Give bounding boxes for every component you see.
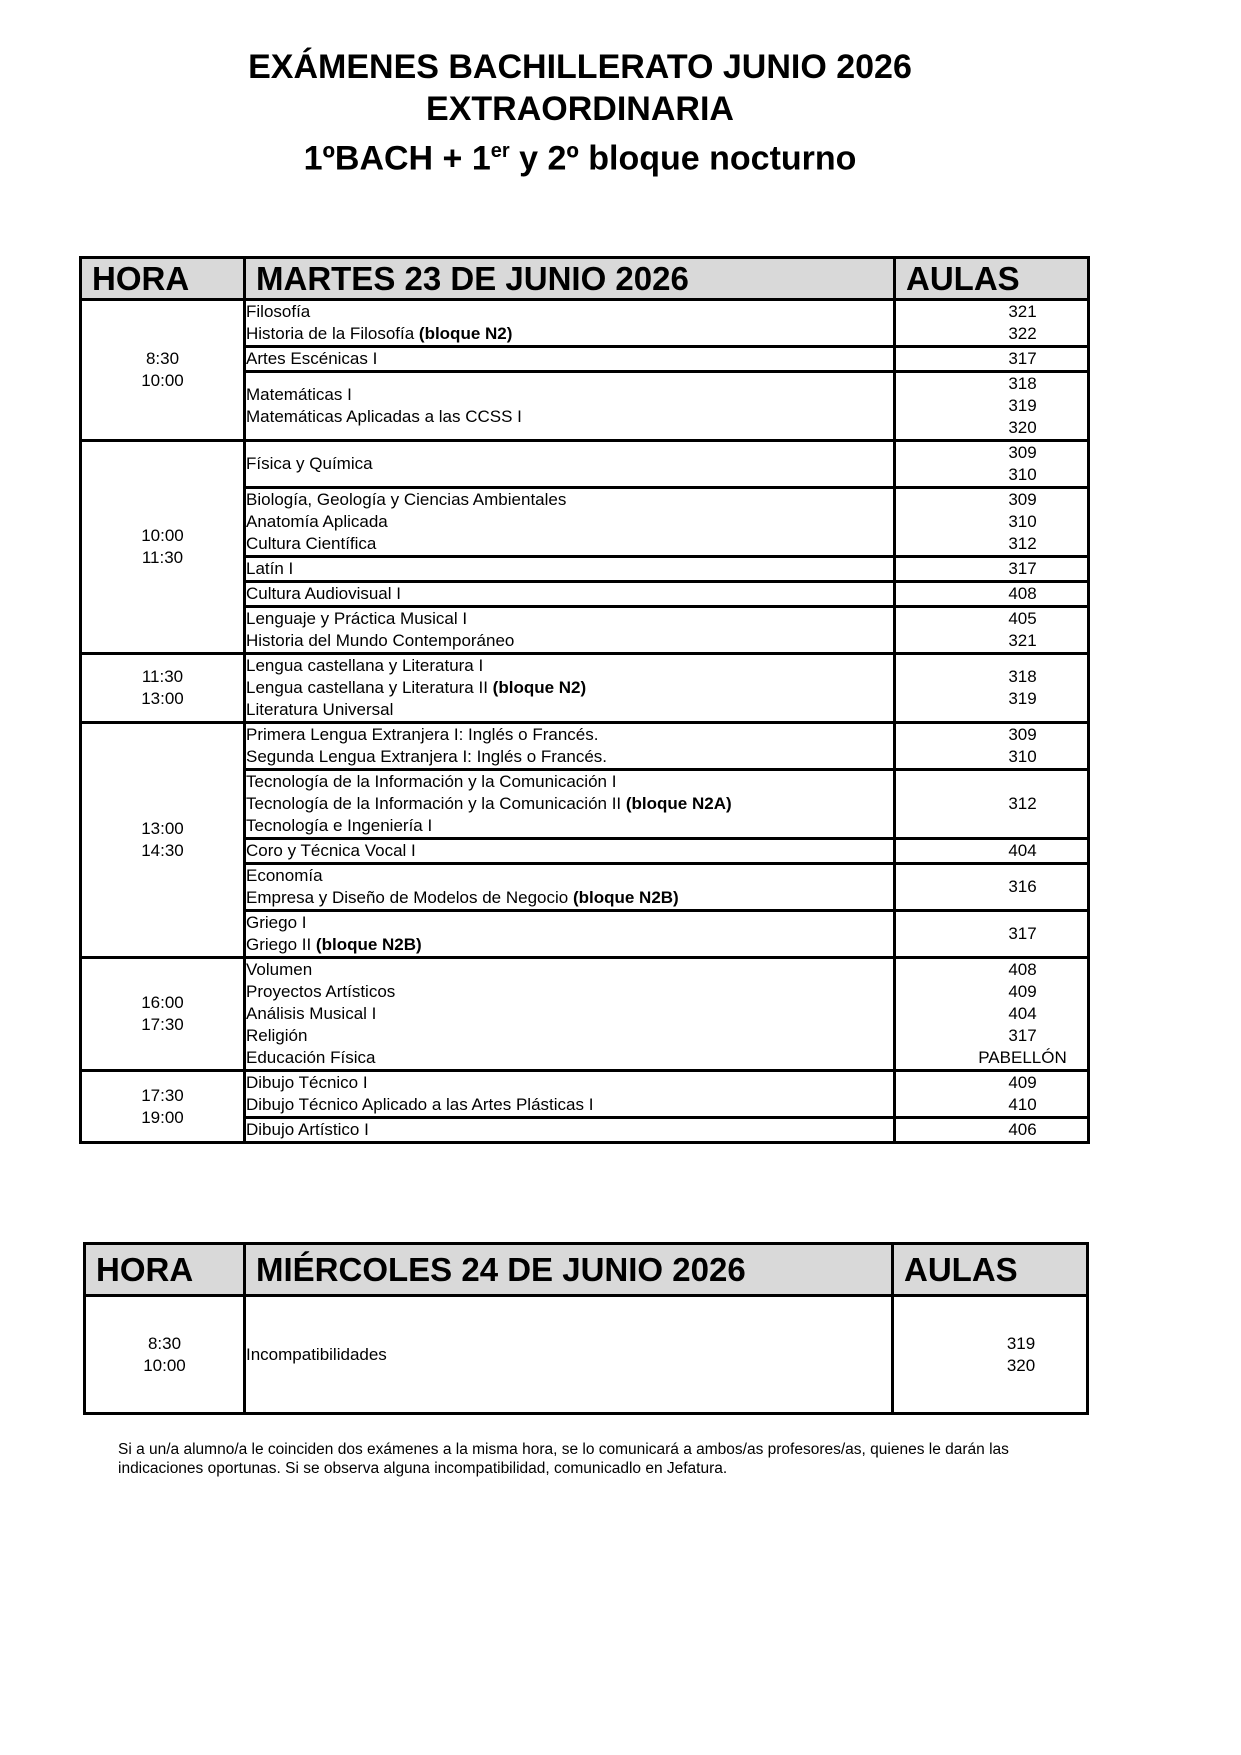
subject-line	[246, 1047, 893, 1069]
table-row	[81, 654, 1089, 723]
aula-number: 310	[1008, 512, 1037, 531]
title-line-3-start: 1ºBACH + 1	[303, 139, 491, 178]
bloque-note: (bloque N2B)	[315, 935, 422, 954]
document-title	[0, 46, 1160, 179]
title-line-2: EXTRAORDINARIA	[426, 90, 734, 128]
subject-name: Empresa y Diseño de Modelos de Negocio	[246, 888, 573, 907]
subject-line	[246, 815, 893, 837]
time-cell	[85, 1296, 245, 1414]
subject-line	[246, 699, 893, 721]
aula-number: 309	[1008, 490, 1037, 509]
time-text: 17:30	[141, 1085, 184, 1105]
subject-name: Griego II	[246, 935, 316, 954]
aulas-cell	[895, 582, 1089, 607]
table-row	[81, 958, 1089, 1071]
aula-number: 312	[1008, 794, 1037, 813]
subject-cell	[245, 582, 895, 607]
aula-number: 404	[1008, 841, 1037, 860]
subject-line	[246, 677, 893, 699]
header-aulas: AULAS	[895, 258, 1089, 300]
title-line-3	[0, 130, 1160, 179]
aulas-cell	[895, 723, 1089, 770]
aula-number: 320	[1008, 418, 1037, 437]
aula-number: PABELLÓN	[978, 1048, 1067, 1067]
subject-line	[246, 887, 893, 909]
subject-cell	[245, 607, 895, 654]
time-text: 10:00	[143, 1355, 186, 1375]
aula-number: 405	[1008, 609, 1037, 628]
aula-number: 319	[1008, 689, 1037, 708]
aula-number: 321	[1008, 302, 1037, 321]
table-row	[81, 300, 1089, 347]
subject-line	[246, 489, 893, 511]
subject-name: Tecnología de la Información y la Comunicación I	[246, 772, 617, 791]
aulas-cell	[895, 488, 1089, 557]
bloque-note: (bloque N2A)	[625, 794, 732, 813]
subject-line	[246, 912, 893, 934]
subject-name: Dibujo Técnico I	[246, 1073, 368, 1092]
aulas-cell	[895, 1071, 1089, 1118]
aula-number: 404	[1008, 1004, 1037, 1023]
aulas-cell	[895, 958, 1089, 1071]
aulas-cell	[895, 607, 1089, 654]
time-text: 10:00	[141, 526, 184, 545]
subject-cell	[245, 488, 895, 557]
bloque-note: (bloque N2)	[418, 324, 513, 343]
subject-name: Biología, Geología y Ciencias Ambientales	[246, 490, 567, 509]
subject-name: Artes Escénicas I	[246, 349, 378, 368]
subject-name: Lengua castellana y Literatura II	[246, 678, 493, 697]
subject-name: Análisis Musical I	[246, 1004, 377, 1023]
subject-line	[246, 981, 893, 1003]
aula-number: 321	[1008, 631, 1037, 650]
subject-line	[246, 323, 893, 345]
aula-number: 406	[1008, 1120, 1037, 1139]
subject-line	[246, 558, 893, 580]
subject-line	[246, 384, 893, 406]
table-row	[81, 441, 1089, 488]
subject-cell	[245, 1296, 893, 1414]
time-text: 8:30	[145, 349, 180, 368]
table-header-row	[81, 258, 1089, 300]
subject-line	[246, 1072, 893, 1094]
title-line-1: EXÁMENES BACHILLERATO JUNIO 2026	[248, 48, 912, 86]
time-text: 17:30	[141, 1015, 184, 1034]
subject-line	[246, 1094, 893, 1116]
subject-name: Religión	[246, 1026, 308, 1045]
time-text: 13:00	[141, 689, 184, 708]
title-superscript: er	[490, 140, 510, 162]
aulas-cell	[895, 1118, 1089, 1143]
subject-cell	[245, 839, 895, 864]
aulas-cell	[895, 864, 1089, 911]
subject-name: Lenguaje y Práctica Musical I	[246, 609, 468, 628]
subject-line	[246, 511, 893, 533]
subject-name: Coro y Técnica Vocal I	[246, 841, 416, 860]
subject-name: Matemáticas Aplicadas a las CCSS I	[246, 407, 522, 426]
aula-number: 408	[1008, 584, 1037, 603]
subject-name: Física y Química	[246, 454, 373, 473]
aula-number: 318	[1008, 667, 1037, 686]
subject-name: Matemáticas I	[246, 385, 352, 404]
subject-line	[246, 746, 893, 768]
time-cell	[81, 723, 245, 958]
aula-number: 312	[1008, 534, 1037, 553]
subject-name: Tecnología de la Información y la Comunicación II	[246, 794, 626, 813]
subject-line	[246, 583, 893, 605]
title-line-3-end: y 2º bloque nocturno	[509, 139, 857, 178]
subject-cell	[245, 723, 895, 770]
aula-number: 410	[1008, 1095, 1037, 1114]
time-cell	[81, 441, 245, 654]
subject-cell	[245, 911, 895, 958]
subject-name: Proyectos Artísticos	[246, 982, 396, 1001]
subject-cell	[245, 958, 895, 1071]
subject-line	[246, 533, 893, 555]
subject-line	[246, 934, 893, 956]
header-hora: HORA	[81, 258, 245, 300]
aula-number: 317	[1008, 924, 1037, 943]
subject-cell	[245, 372, 895, 441]
subject-name: Lengua castellana y Literatura I	[246, 656, 484, 675]
table-row	[81, 723, 1089, 770]
subject-name: Griego I	[246, 913, 307, 932]
aula-number: 320	[1006, 1355, 1036, 1375]
time-text: 11:30	[141, 667, 184, 686]
aulas-cell	[895, 300, 1089, 347]
subject-name: Cultura Audiovisual I	[246, 584, 401, 603]
subject-line	[246, 1025, 893, 1047]
aula-number: 409	[1008, 1073, 1037, 1092]
subject-line	[246, 840, 893, 862]
aulas-cell	[895, 441, 1089, 488]
header-aulas: AULAS	[893, 1244, 1088, 1296]
aulas-cell	[895, 911, 1089, 958]
time-text: 19:00	[141, 1107, 184, 1127]
subject-line	[246, 453, 893, 475]
subject-cell	[245, 654, 895, 723]
subject-line	[246, 1003, 893, 1025]
subject-cell	[245, 557, 895, 582]
table-header-row	[85, 1244, 1088, 1296]
aulas-cell	[895, 347, 1089, 372]
subject-line	[246, 793, 893, 815]
subject-name: Primera Lengua Extranjera I: Inglés o Francés.	[246, 725, 599, 744]
aula-number: 309	[1008, 443, 1037, 462]
subject-name: Cultura Científica	[246, 534, 377, 553]
time-text: 14:30	[141, 841, 184, 860]
time-cell	[81, 1071, 245, 1143]
aula-number: 310	[1008, 747, 1037, 766]
aula-number: 317	[1008, 559, 1037, 578]
bloque-note: (bloque N2B)	[572, 888, 679, 907]
subject-name: Filosofía	[246, 302, 311, 321]
subject-line	[246, 959, 893, 981]
aula-number: 310	[1008, 465, 1037, 484]
time-text: 8:30	[147, 1333, 182, 1353]
subject-name: Volumen	[246, 960, 313, 979]
aula-number: 319	[1006, 1333, 1036, 1353]
time-cell	[81, 300, 245, 441]
subject-cell	[245, 770, 895, 839]
header-dia: MIÉRCOLES 24 DE JUNIO 2026	[245, 1244, 893, 1296]
aula-number: 316	[1008, 877, 1037, 896]
subject-name: Incompatibilidades	[246, 1344, 387, 1364]
aula-number: 309	[1008, 725, 1037, 744]
subject-name: Anatomía Aplicada	[246, 512, 388, 531]
time-text: 11:30	[141, 548, 184, 567]
aulas-cell	[895, 839, 1089, 864]
aulas-cell	[895, 654, 1089, 723]
subject-name: Dibujo Artístico I	[246, 1120, 369, 1139]
schedule-table-martes	[79, 256, 1090, 1144]
subject-line	[246, 724, 893, 746]
time-cell	[81, 654, 245, 723]
table-row	[81, 1071, 1089, 1118]
subject-cell	[245, 864, 895, 911]
subject-line	[246, 865, 893, 887]
subject-line	[246, 1344, 891, 1366]
subject-name: Segunda Lengua Extranjera I: Inglés o Francés.	[246, 747, 608, 766]
subject-line	[246, 771, 893, 793]
subject-cell	[245, 1071, 895, 1118]
header-hora: HORA	[85, 1244, 245, 1296]
subject-name: Historia de la Filosofía	[246, 324, 419, 343]
aula-number: 317	[1008, 1026, 1037, 1045]
header-dia: MARTES 23 DE JUNIO 2026	[245, 258, 895, 300]
time-cell	[81, 958, 245, 1071]
subject-line	[246, 348, 893, 370]
aula-number: 322	[1008, 324, 1037, 343]
table-row	[85, 1296, 1088, 1414]
aulas-cell	[893, 1296, 1088, 1414]
aulas-cell	[895, 770, 1089, 839]
subject-cell	[245, 347, 895, 372]
subject-line	[246, 1119, 893, 1141]
aula-number: 319	[1008, 396, 1037, 415]
bloque-note: (bloque N2)	[492, 678, 587, 697]
subject-line	[246, 301, 893, 323]
subject-line	[246, 608, 893, 630]
aula-number: 318	[1008, 374, 1037, 393]
subject-cell	[245, 300, 895, 347]
schedule-table-miercoles	[83, 1242, 1089, 1415]
subject-name: Latín I	[246, 559, 294, 578]
aula-number: 409	[1008, 982, 1037, 1001]
subject-line	[246, 406, 893, 428]
aulas-cell	[895, 557, 1089, 582]
subject-name: Tecnología e Ingeniería I	[246, 816, 433, 835]
subject-line	[246, 655, 893, 677]
subject-name: Economía	[246, 866, 323, 885]
time-text: 13:00	[141, 819, 184, 838]
time-text: 10:00	[141, 371, 184, 390]
subject-cell	[245, 1118, 895, 1143]
subject-cell	[245, 441, 895, 488]
footer-note: Si a un/a alumno/a le coinciden dos exámenes a la misma hora, se lo comunicará a ambos/as profesores/as, quienes le darán las indicaciones oportunas. Si se observa alguna incompatibilidad, comunicadlo en Jefatura.	[118, 1441, 1009, 1477]
aulas-cell	[895, 372, 1089, 441]
subject-name: Historia del Mundo Contemporáneo	[246, 631, 515, 650]
time-text: 16:00	[141, 993, 184, 1012]
subject-name: Educación Física	[246, 1048, 376, 1067]
subject-name: Literatura Universal	[246, 700, 394, 719]
aula-number: 408	[1008, 960, 1037, 979]
subject-name: Dibujo Técnico Aplicado a las Artes Plásticas I	[246, 1095, 594, 1114]
aula-number: 317	[1008, 349, 1037, 368]
subject-line	[246, 630, 893, 652]
